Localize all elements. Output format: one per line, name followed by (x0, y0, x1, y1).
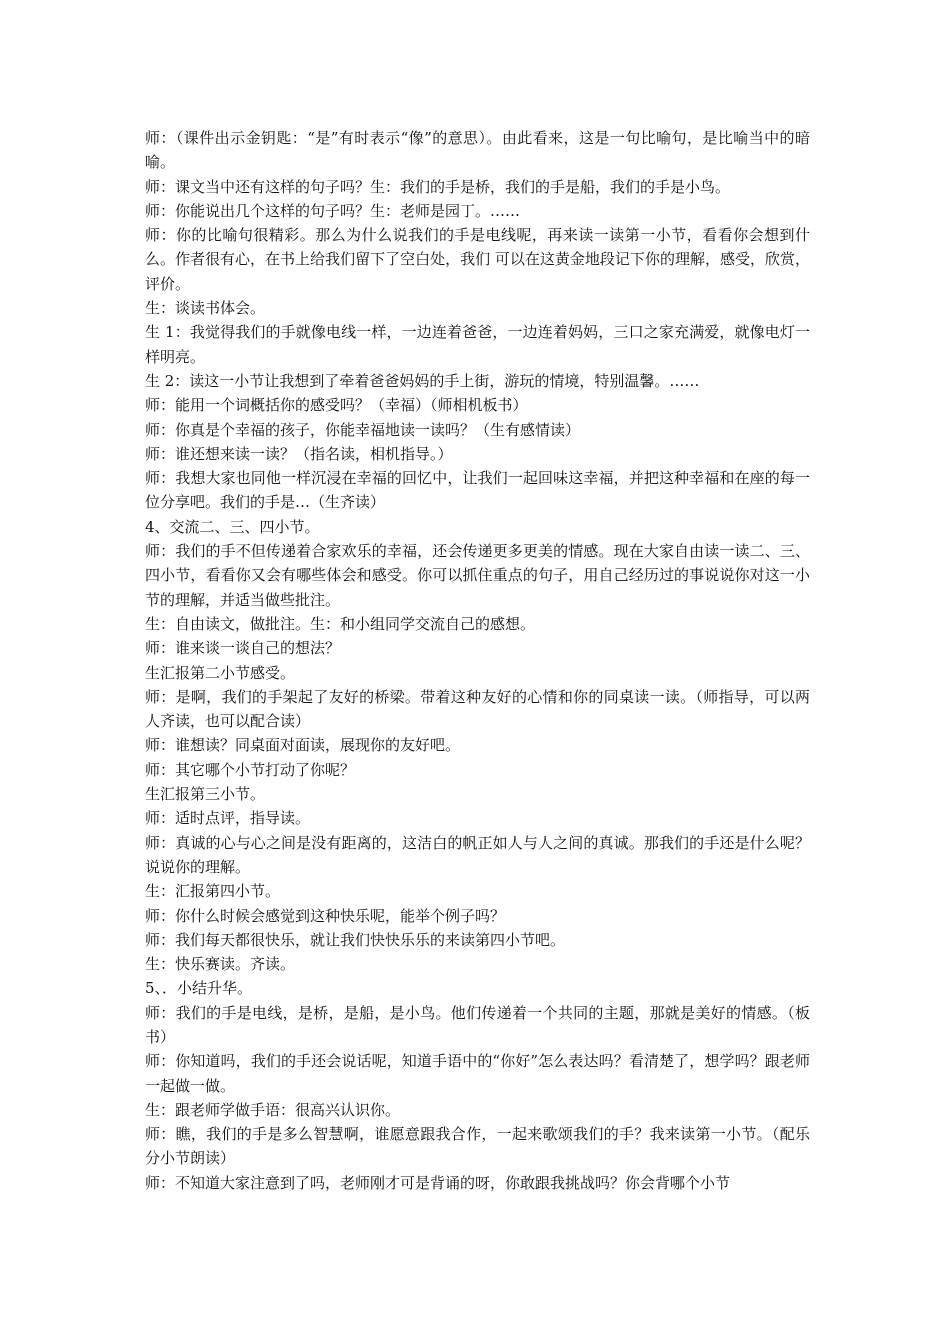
paragraph: 师：（课件出示金钥匙：“是”有时表示“像”的意思）。由此看来，这是一句比喻句，是比喻当中的暗喻。 (145, 129, 810, 172)
paragraph: 师：课文当中还有这样的句子吗？生：我们的手是桥，我们的手是船，我们的手是小鸟。 (145, 177, 731, 196)
paragraph: 师：我想大家也同他一样沉浸在幸福的回忆中，让我们一起回味这幸福，并把这种幸福和在座的每一位分享吧。我们的手是…（生齐读） (145, 469, 810, 512)
paragraph: 师：你什么时候会感觉到这种快乐呢，能举个例子吗？ (145, 906, 506, 925)
paragraph: 师：谁还想来读一读？（指名读，相机指导。） (145, 444, 453, 463)
paragraph: 师：我们每天都很快乐，就让我们快快乐乐的来读第四小节吧。 (145, 930, 566, 949)
paragraph: 生汇报第二小节感受。 (145, 663, 296, 682)
paragraph: 生 2：读这一小节让我想到了牵着爸爸妈妈的手上街，游玩的情境，特别温馨。…… (145, 371, 700, 390)
paragraph: 师：瞧，我们的手是多么智慧啊，谁愿意跟我合作，一起来歌颂我们的手？我来读第一小节。（配乐分小节朗读） (145, 1125, 810, 1168)
paragraph: 师：谁想读？同桌面对面读，展现你的友好吧。 (145, 736, 461, 755)
paragraph: 生：自由读文，做批注。生：和小组同学交流自己的感想。 (145, 614, 536, 633)
section-heading: 5、．小结升华。 (145, 979, 253, 998)
paragraph: 师：能用一个词概括你的感受吗？（幸福）（师相机板书） (145, 396, 528, 415)
paragraph: 师：适时点评，指导读。 (145, 809, 311, 828)
paragraph: 师：你知道吗，我们的手还会说话呢，知道手语中的“你好”怎么表达吗？看清楚了，想学吗？跟老师一起做一做。 (145, 1052, 810, 1095)
paragraph: 生：跟老师学做手语：很高兴认识你。 (145, 1100, 401, 1119)
paragraph: 生：谈读书体会。 (145, 299, 266, 318)
paragraph: 师：是啊，我们的手架起了友好的桥梁。带着这种友好的心情和你的同桌读一读。（师指导，可以两人齐读，也可以配合读） (145, 687, 810, 731)
document-body (145, 126, 810, 1195)
paragraph: 师：谁来谈一谈自己的想法？ (145, 639, 341, 658)
paragraph: 师：其它哪个小节打动了你呢？ (145, 760, 356, 779)
paragraph: 师：你真是个幸福的孩子，你能幸福地读一读吗？（生有感情读） (145, 420, 581, 439)
paragraph: 师：你能说出几个这样的句子吗？生：老师是园丁。…… (145, 201, 521, 220)
paragraph: 师：我们的手是电线，是桥，是船，是小鸟。他们传递着一个共同的主题，那就是美好的情感。（板书） (145, 1003, 810, 1046)
section-heading: 4、交流二、三、四小节。 (145, 517, 320, 536)
paragraph: 生 1：我觉得我们的手就像电线一样，一边连着爸爸，一边连着妈妈，三口之家充满爱，就像电灯一样明亮。 (145, 323, 810, 366)
paragraph: 师：你的比喻句很精彩。那么为什么说我们的手是电线呢，再来读一读第一小节，看看你会想到什么。作者很有心，在书上给我们留下了空白处，我们 可以在这黄金地段记下你的理解，感受，欣赏，评价。 (145, 226, 810, 293)
paragraph: 生：快乐赛读。齐读。 (145, 955, 296, 974)
paragraph: 师：我们的手不但传递着合家欢乐的幸福，还会传递更多更美的情感。现在大家自由读一读二、三、四小节，看看你又会有哪些体会和感受。你可以抓住重点的句子，用自己经历过的事说说你对这一小节的理解，并适当做些批注。 (145, 542, 810, 609)
paragraph: 生汇报第三小节。 (145, 785, 266, 804)
paragraph: 师：不知道大家注意到了吗，老师刚才可是背诵的呀，你敢跟我挑战吗？你会背哪个小节 (145, 1173, 731, 1192)
paragraph: 生：汇报第四小节。 (145, 882, 281, 901)
paragraph: 师：真诚的心与心之间是没有距离的，这洁白的帆正如人与人之间的真诚。那我们的手还是什么呢？说说你的理解。 (145, 833, 810, 876)
